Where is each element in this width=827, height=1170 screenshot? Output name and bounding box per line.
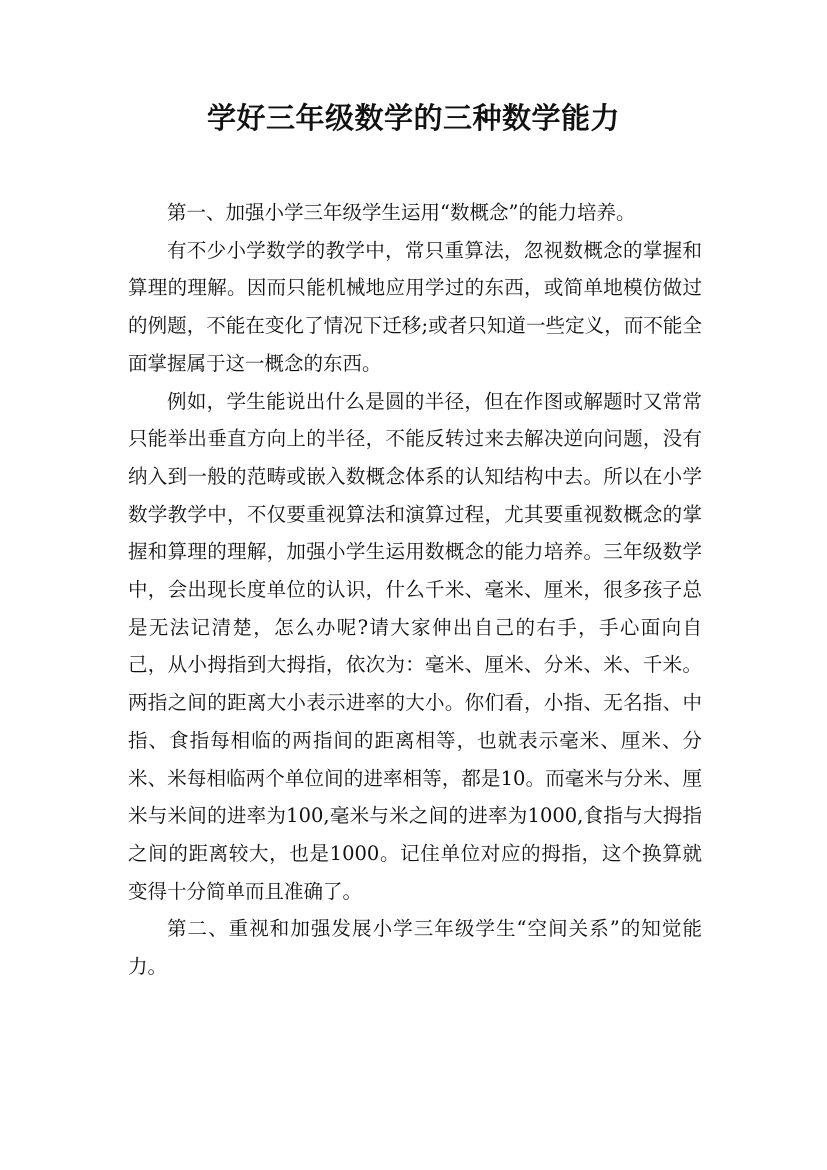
paragraph-4: 第二、重视和加强发展小学三年级学生“空间关系”的知觉能力。 [128,917,702,979]
document-title: 学好三年级数学的三种数学能力 [206,101,620,135]
paragraph-1: 第一、加强小学三年级学生运用“数概念”的能力培养。 [167,201,636,224]
document-body [128,194,702,986]
paragraph-2: 有不少小学数学的教学中，常只重算法，忽视数概念的掌握和算理的理解。因而只能机械地应用学过的东西，或简单地模仿做过的例题，不能在变化了情况下迁移;或者只知道一些定义，而不能全面掌握属于这一概念的东西。 [128,238,702,375]
paragraph-3: 例如，学生能说出什么是圆的半径，但在作图或解题时又常常只能举出垂直方向上的半径，不能反转过来去解决逆向问题，没有纳入到一般的范畴或嵌入数概念体系的认知结构中去。所以在小学数学教学中，不仅要重视算法和演算过程，尤其要重视数概念的掌握和算理的理解，加强小学生运用数概念的能力培养。三年级数学中，会出现长度单位的认识，什么千米、毫米、厘米，很多孩子总是无法记清楚，怎么办呢?请大家伸出自己的右手，手心面向自己，从小拇指到大拇指，依次为：毫米、厘米、分米、米、千米。两指之间的距离大小表示进率的大小。你们看，小指、无名指、中指、食指每相临的两指间的距离相等，也就表示毫米、厘米、分米、米每相临两个单位间的进率相等，都是10。而毫米与分米、厘米与米间的进率为100,毫米与米之间的进率为1000,食指与大拇指之间的距离较大，也是1000。记住单位对应的拇指，这个换算就变得十分简单而且准确了。 [128,389,702,903]
